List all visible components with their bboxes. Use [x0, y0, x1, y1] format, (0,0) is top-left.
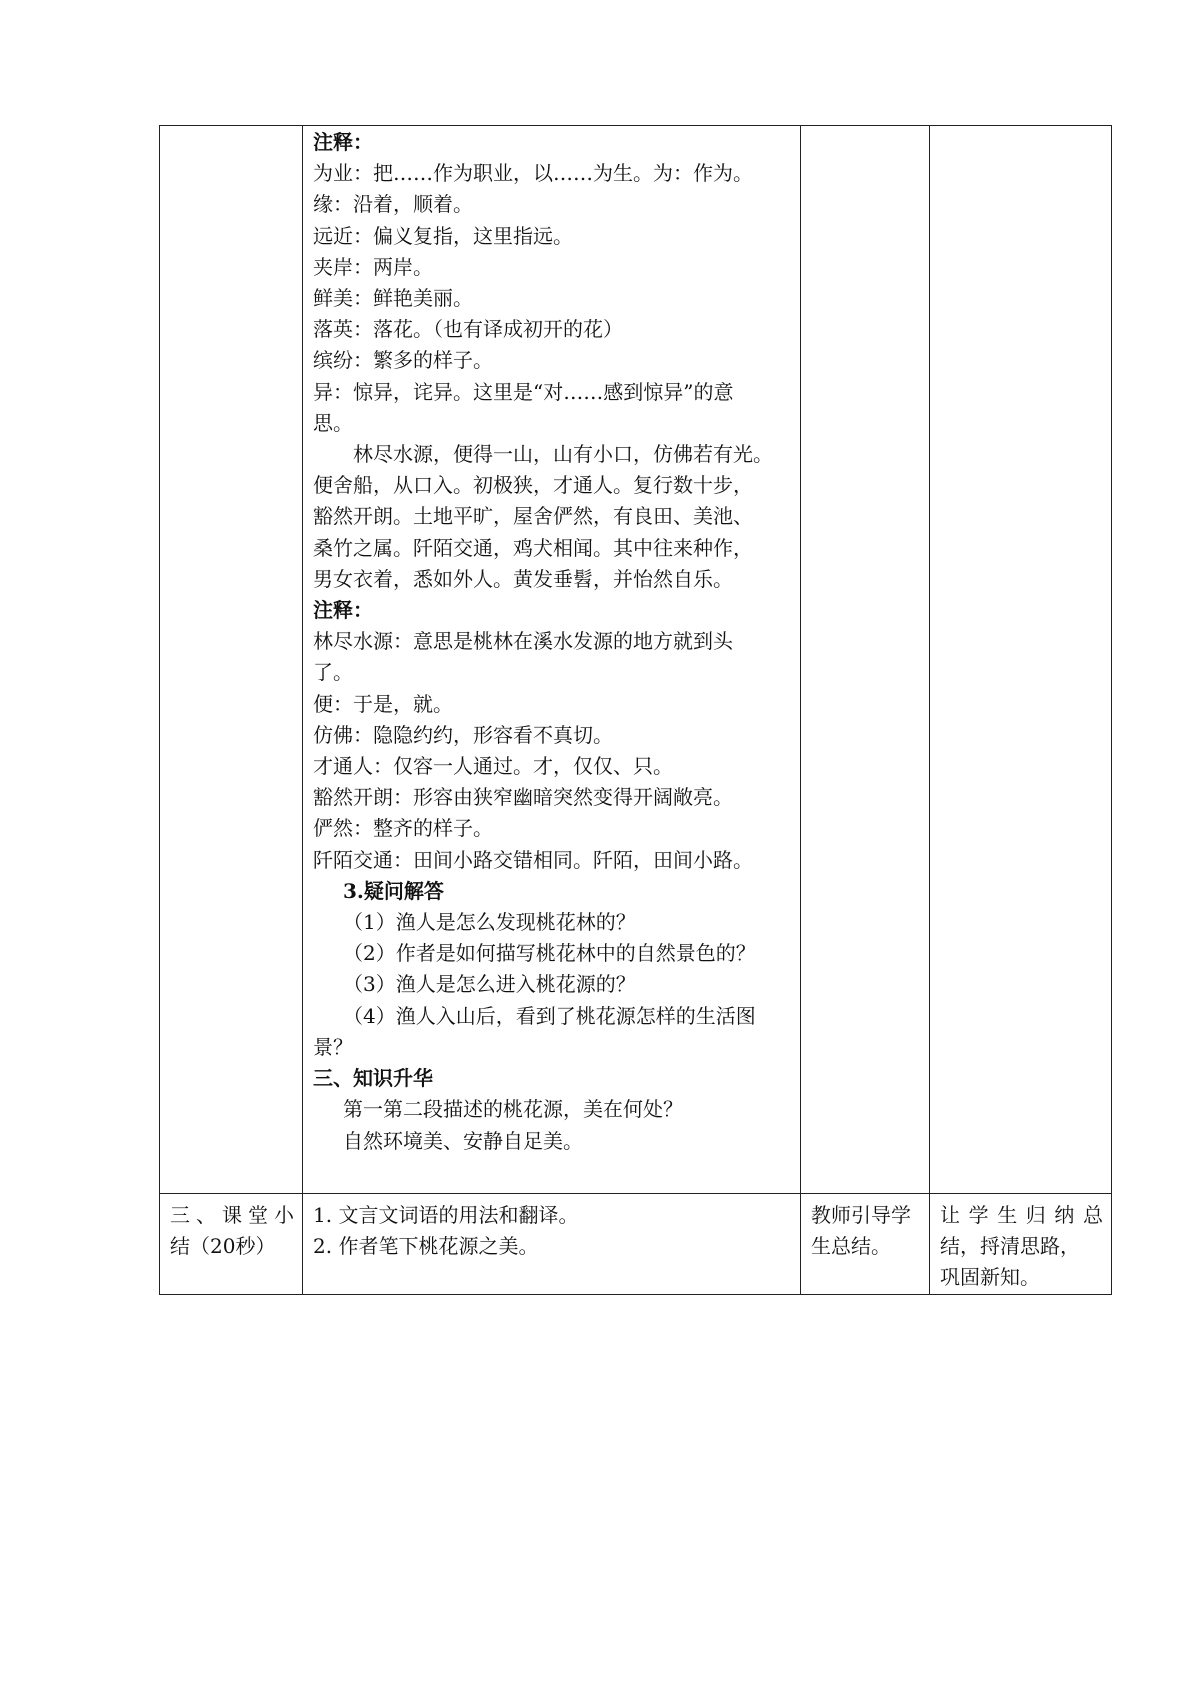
- lesson-plan-table: [159, 125, 1112, 1295]
- content-cell-summary: [303, 1194, 801, 1295]
- note-line: 思。: [313, 410, 353, 435]
- note-line: 林尽水源：意思是桃林在溪水发源的地方就到头: [313, 629, 733, 654]
- summary-point: 1. 文言文词语的用法和翻译。: [313, 1203, 579, 1227]
- question-line: （2）作者是如何描写桃花林中的自然景色的？: [343, 941, 756, 966]
- note-line: 豁然开朗：形容由狭窄幽暗突然变得开阔敞亮。: [313, 785, 733, 810]
- stage-label-line: 结（20秒）: [170, 1234, 276, 1259]
- passage-line: 便舍船，从口入。初极狭，才通人。复行数十步，: [313, 473, 753, 498]
- note-line: 夹岸：两岸。: [313, 254, 433, 279]
- table-row-reading: [160, 126, 1112, 1194]
- notes-heading: 注释：: [313, 598, 373, 623]
- intent-line: 巩固新知。: [940, 1265, 1040, 1290]
- note-line: 俨然：整齐的样子。: [313, 816, 493, 841]
- note-line: 便：于是，就。: [313, 691, 453, 716]
- teacher-activity-line: 生总结。: [811, 1234, 891, 1259]
- summary-point: 2. 作者笔下桃花源之美。: [313, 1234, 539, 1259]
- qa-heading: 3.疑问解答: [343, 878, 444, 903]
- note-line: 鲜美：鲜艳美丽。: [313, 286, 473, 311]
- teacher-cell-summary: [801, 1194, 930, 1295]
- intent-line: 让学生归纳总: [940, 1203, 1103, 1227]
- question-line: （1）渔人是怎么发现桃花林的？: [343, 910, 636, 935]
- note-line: 才通人：仅容一人通过。才，仅仅、只。: [313, 754, 673, 779]
- section-heading: 三、知识升华: [313, 1066, 433, 1091]
- table-row-summary: [160, 1194, 1112, 1295]
- passage-line: 林尽水源，便得一山，山有小口，仿佛若有光。: [353, 442, 773, 467]
- note-line: 仿佛：隐隐约约，形容看不真切。: [313, 722, 613, 747]
- note-line: 为业：把……作为职业，以……为生。为：作为。: [313, 161, 753, 186]
- content-cell-reading: [303, 126, 801, 1194]
- intent-line: 结，捋清思路，: [940, 1234, 1080, 1259]
- stage-cell-summary: [160, 1194, 303, 1295]
- teacher-cell-empty: [801, 126, 930, 1194]
- note-line: 异：惊异，诧异。这里是“对……感到惊异”的意: [313, 379, 734, 404]
- notes-heading: 注释：: [313, 130, 373, 154]
- upgrade-line: 第一第二段描述的桃花源，美在何处？: [343, 1097, 683, 1122]
- note-line: 缘：沿着，顺着。: [313, 192, 473, 217]
- note-line: 了。: [313, 660, 353, 685]
- note-line: 阡陌交通：田间小路交错相同。阡陌，田间小路。: [313, 847, 753, 872]
- teacher-activity-line: 教师引导学: [811, 1203, 911, 1227]
- passage-line: 豁然开朗。土地平旷，屋舍俨然，有良田、美池、: [313, 504, 753, 529]
- question-line: （3）渔人是怎么进入桃花源的？: [343, 972, 636, 997]
- stage-label-line: 三、课堂小: [170, 1203, 294, 1227]
- note-line: 缤纷：繁多的样子。: [313, 348, 493, 373]
- intent-cell-empty: [930, 126, 1112, 1194]
- intent-cell-summary: [930, 1194, 1112, 1295]
- stage-cell-empty: [160, 126, 303, 1194]
- question-line: （4）渔人入山后，看到了桃花源怎样的生活图: [343, 1003, 756, 1028]
- note-line: 远近：偏义复指，这里指远。: [313, 223, 573, 248]
- passage-line: 桑竹之属。阡陌交通，鸡犬相闻。其中往来种作，: [313, 535, 753, 560]
- note-line: 落英：落花。（也有译成初开的花）: [313, 317, 623, 342]
- passage-line: 男女衣着，悉如外人。黄发垂髫，并怡然自乐。: [313, 566, 733, 591]
- question-line: 景？: [313, 1034, 353, 1059]
- upgrade-line: 自然环境美、安静自足美。: [343, 1128, 583, 1153]
